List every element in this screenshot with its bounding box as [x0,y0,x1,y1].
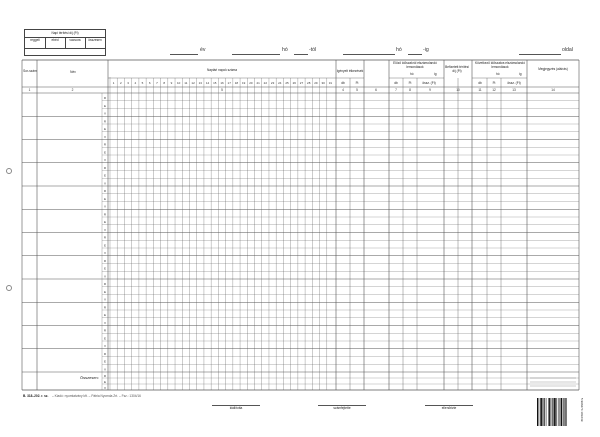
next-ft: Ft [492,81,496,85]
day-number-28: 28 [307,81,311,85]
meal-code-e: E [103,173,107,178]
day-number-12: 12 [191,81,195,85]
meal-code-r: R [103,351,107,356]
footer-form-code: B. 318–202. r. sz. [23,394,49,398]
fee-col-lunch: ebéd [51,38,59,42]
day-number-20: 20 [249,81,253,85]
col-days-header: Naptári napok száma [206,68,238,72]
day-number-29: 29 [314,81,318,85]
day-number-7: 7 [156,81,158,85]
day-number-3: 3 [127,81,129,85]
fee-col-breakfast: reggeli [30,38,40,42]
meal-code-e: E [103,359,107,364]
column-number-0: 1 [28,88,31,92]
meal-code-e: E [103,150,107,155]
claimed-db: db [341,81,345,85]
meal-code-v: V [103,297,107,302]
meal-code-e: E [103,103,107,108]
month-from-label: hó [282,47,288,53]
barcode-bar [563,398,564,426]
fee-box-title: Napi térítési díj (Ft) [51,30,79,35]
meal-code-r: R [103,305,107,310]
meal-code-e: E [103,266,107,271]
meal-code-r: R [103,165,107,170]
barcode-bar [537,398,538,426]
day-number-13: 13 [198,81,202,85]
prev-total: össz. (Ft) [422,81,436,85]
barcode-bar [540,398,542,426]
col-prev-header: Előző időszakról elszámolandó lemondások [393,61,437,69]
col-remark-header: Megjegyzés (aláírás) [538,67,568,71]
barcode-bar [556,398,557,426]
meal-code-v: V [103,367,107,372]
total-meal-code-r: R [103,373,107,378]
day-number-1: 1 [112,81,115,85]
fee-col-dinner: vacsora [69,38,81,42]
col-next-header: Következő időszakra elszámolandó lemondások [475,61,525,69]
meal-code-v: V [103,181,107,186]
meal-code-r: R [103,119,107,124]
column-number-12: 13 [512,88,516,92]
day-number-9: 9 [170,81,173,85]
column-number-8: 9 [429,88,431,92]
prev-db: db [394,81,398,85]
meal-code-e: E [103,220,107,225]
to-label: -ig [423,47,429,53]
day-number-24: 24 [278,81,282,85]
col-name-header: Név [70,70,76,74]
day-number-23: 23 [270,81,275,85]
barcode-digits: 5 996274 103249 [580,398,584,422]
signature-label-checked: ellenőrizte [441,406,457,410]
barcode-bar [560,398,561,426]
day-number-19: 19 [242,81,246,85]
col-next-month-label: hó [496,72,500,76]
meal-code-e: E [103,196,107,201]
day-number-26: 26 [292,81,296,85]
barcode-bar [551,398,552,426]
col-prev-day-label: ig [434,72,437,76]
meal-code-e: E [103,243,107,248]
barcode-bar [566,398,567,426]
meal-code-e: E [103,336,107,341]
column-number-3: 4 [342,88,344,92]
signature-label-calculated: számfejtette [333,406,351,410]
barcode-bar [558,398,559,426]
meal-code-v: V [103,227,107,232]
prev-ft: Ft [408,81,412,85]
meal-code-v: V [103,251,107,256]
meal-code-r: R [103,258,107,263]
day-number-14: 14 [205,81,210,85]
day-number-8: 8 [163,81,166,85]
meal-code-v: V [103,158,107,163]
column-number-4: 5 [356,88,358,92]
day-number-5: 5 [141,81,144,85]
column-number-6: 7 [395,88,397,92]
meal-code-v: V [103,274,107,279]
day-number-18: 18 [234,81,239,85]
day-number-17: 17 [227,81,231,85]
day-number-15: 15 [213,81,217,85]
column-number-10: 11 [478,88,482,92]
barcode-bar [549,398,550,426]
meal-code-v: V [103,344,107,349]
column-number-13: 14 [551,88,555,92]
barcode-bar [548,398,549,426]
meal-code-v: V [103,204,107,209]
column-number-11: 12 [492,88,496,92]
fee-col-total: összesen [88,38,102,42]
barcode-bar [554,398,556,426]
meal-code-r: R [103,142,107,147]
col-serial-header: Sor-szám [23,69,37,73]
barcode-bar [543,398,544,426]
day-number-2: 2 [120,81,122,85]
total-meal-code-e: E [103,379,107,384]
meal-code-r: R [103,212,107,217]
signature-label-issued: kiállította [229,406,243,410]
column-number-1: 2 [71,88,74,92]
claimed-ft: Ft [355,81,359,85]
day-number-11: 11 [184,81,188,85]
from-label: -tól [309,47,317,53]
next-total: össz. (Ft) [507,81,521,85]
meal-code-e: E [103,289,107,294]
year-label: év [200,47,206,53]
barcode-bar [552,398,553,426]
meal-code-r: R [103,328,107,333]
month-to-label: hó [396,47,402,53]
column-number-2: 5 [221,88,223,92]
meal-code-r: R [103,235,107,240]
day-number-4: 4 [134,81,137,85]
barcode-bar [544,398,545,426]
col-prev-month-label: hó [410,72,414,76]
barcode [536,398,578,428]
day-number-25: 25 [285,81,289,85]
total-meal-code-v: V [103,385,107,390]
column-number-7: 8 [409,88,411,92]
col-claimed-header: Igényelt étkezések [336,69,364,73]
meal-code-v: V [103,134,107,139]
barcode-bar [565,398,566,426]
meal-code-v: V [103,320,107,325]
meal-code-r: R [103,282,107,287]
day-number-30: 30 [321,81,325,85]
barcode-bar [539,398,540,426]
col-next-day-label: ig [519,72,522,76]
day-number-16: 16 [220,81,224,85]
meal-code-e: E [103,127,107,132]
day-number-31: 31 [328,81,333,85]
total-label: Összesen: [80,375,99,380]
day-number-6: 6 [148,81,151,85]
meal-code-r: R [103,189,107,194]
next-db: db [478,81,482,85]
col-paid-header: Befizetett térítési díj (Ft) [445,65,469,73]
day-number-10: 10 [176,81,181,85]
barcode-bar [546,398,547,426]
page-label: oldal [562,47,573,53]
meal-code-v: V [103,111,107,116]
day-number-27: 27 [299,81,304,85]
day-number-21: 21 [256,81,260,85]
column-number-9: 10 [456,88,460,92]
footer-publisher: – Kiadó: nyomtatvány kft. – Pátria Nyomda Zrt. – Fsz.: 1304/16 [52,394,141,398]
barcode-bar [561,398,563,426]
meal-code-e: E [103,313,107,318]
day-number-22: 22 [263,81,268,85]
meal-code-r: R [103,96,107,101]
column-number-5: 6 [375,88,377,92]
